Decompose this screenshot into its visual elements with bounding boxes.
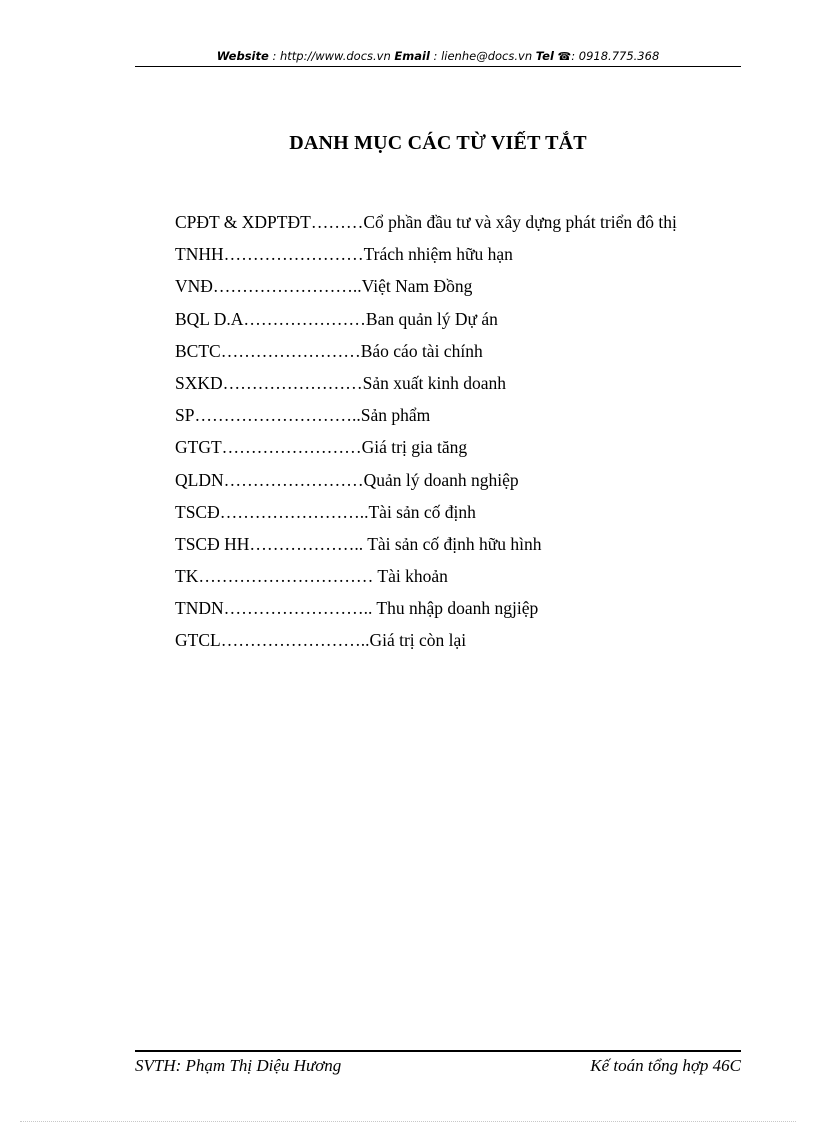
abbreviation-leader-dots: ………………..	[249, 533, 368, 554]
tel-separator: :	[571, 49, 579, 63]
page-bottom-rule	[20, 1121, 796, 1122]
abbreviation-term: SXKD	[175, 372, 223, 393]
abbreviation-leader-dots: …………………………	[198, 566, 378, 587]
abbreviation-definition: Quản lý doanh nghiệp	[363, 469, 519, 490]
website-url: http://www.docs.vn	[280, 49, 395, 63]
abbreviation-row	[175, 562, 755, 594]
abbreviation-row	[175, 433, 755, 465]
abbreviation-term: TSCĐ	[175, 501, 220, 522]
abbreviation-term: BQL D.A	[175, 308, 244, 329]
abbreviation-row	[175, 305, 755, 337]
phone-icon: ☎	[557, 50, 572, 63]
email-separator: :	[429, 49, 442, 63]
page-header	[135, 46, 741, 67]
email-label: Email	[394, 49, 430, 63]
abbreviation-term: VNĐ	[175, 276, 213, 297]
abbreviation-definition: Giá trị còn lại	[369, 630, 467, 651]
abbreviation-row	[175, 530, 755, 562]
abbreviation-definition: Cổ phần đầu tư và xây dựng phát triển đô thị	[363, 212, 677, 232]
abbreviation-leader-dots: ……………………	[220, 340, 361, 361]
abbreviation-row	[175, 240, 755, 272]
abbreviation-leader-dots: ……………………..	[212, 276, 362, 297]
abbreviation-term: TNHH	[175, 244, 224, 265]
website-label: Website	[216, 49, 269, 63]
abbreviation-row	[175, 498, 755, 530]
abbreviation-definition: Báo cáo tài chính	[360, 340, 483, 361]
abbreviation-definition: Việt Nam Đồng	[361, 276, 473, 297]
abbreviation-term: TK	[175, 566, 199, 587]
footer-course: Kế toán tổng hợp 46C	[590, 1056, 741, 1075]
tel-label: Tel	[535, 49, 554, 63]
abbreviation-leader-dots: ……………………	[222, 372, 363, 393]
abbreviation-definition: Tài sản cố định	[368, 501, 476, 522]
footer-author: SVTH: Phạm Thị Diệu Hương	[135, 1056, 342, 1075]
email-address: lienhe@docs.vn	[441, 49, 536, 63]
abbreviation-definition: Sản xuất kinh doanh	[362, 372, 507, 393]
abbreviation-leader-dots: …………………	[243, 308, 366, 329]
tel-number: 0918.775.368	[578, 49, 660, 63]
abbreviation-row	[175, 208, 755, 240]
website-separator: :	[268, 49, 280, 63]
abbreviation-term: TSCĐ HH	[175, 533, 250, 554]
abbreviation-term: SP	[175, 405, 195, 426]
abbreviation-leader-dots: ……………………..	[219, 501, 369, 522]
abbreviation-row	[175, 272, 755, 304]
abbreviation-term: GTGT	[175, 437, 222, 458]
page-title: DANH MỤC CÁC TỪ VIẾT TẮT	[289, 132, 587, 154]
abbreviation-row	[175, 466, 755, 498]
abbreviation-definition: Tài khoản	[377, 566, 448, 587]
abbreviation-leader-dots: ………	[310, 212, 364, 232]
abbreviation-list	[175, 208, 755, 659]
abbreviation-row	[175, 337, 755, 369]
abbreviation-definition: Trách nhiệm hữu hạn	[363, 244, 513, 265]
abbreviation-row	[175, 594, 755, 626]
abbreviation-definition: Giá trị gia tăng	[361, 437, 468, 458]
abbreviation-leader-dots: ……………………..	[220, 630, 370, 651]
abbreviation-term: GTCL	[175, 630, 221, 651]
abbreviation-term: TNDN	[175, 598, 224, 619]
abbreviation-definition: Thu nhập doanh ngjiệp	[376, 598, 539, 619]
abbreviation-definition: Sản phẩm	[360, 405, 431, 426]
abbreviation-leader-dots: ……………………	[221, 437, 362, 458]
abbreviation-row	[175, 626, 755, 658]
abbreviation-row	[175, 369, 755, 401]
abbreviation-term: CPĐT & XDPTĐT	[175, 212, 311, 232]
abbreviation-leader-dots: ……………………..	[223, 598, 377, 619]
page-footer	[135, 1050, 741, 1076]
abbreviation-leader-dots: ………………………..	[194, 405, 361, 426]
abbreviation-leader-dots: ……………………	[223, 244, 364, 265]
abbreviation-row	[175, 401, 755, 433]
abbreviation-definition: Tài sản cố định hữu hình	[367, 533, 542, 554]
abbreviation-definition: Ban quản lý Dự án	[365, 308, 498, 329]
abbreviation-term: BCTC	[175, 340, 221, 361]
abbreviation-leader-dots: ……………………	[223, 469, 364, 490]
abbreviation-term: QLDN	[175, 469, 224, 490]
